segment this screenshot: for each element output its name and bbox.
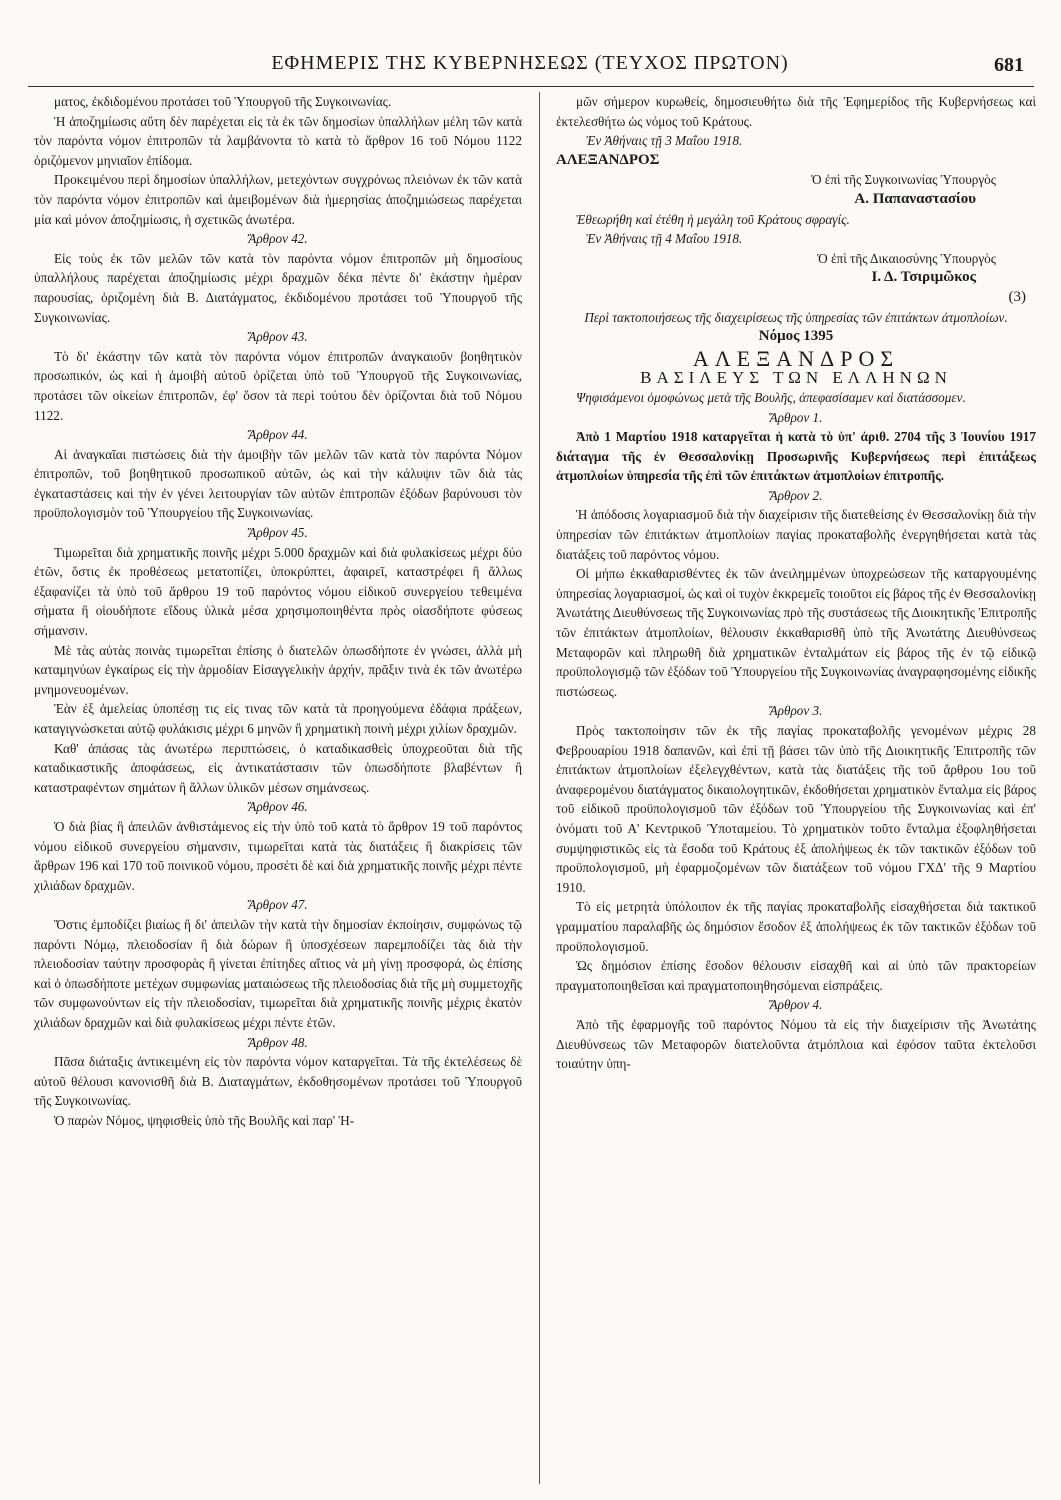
paragraph: Προκειμένου περὶ δημοσίων ὑπαλλήλων, μετεχόντων συγχρόνως πλειόνων ἐκ τῶν κατὰ τὸν παρόντα νόμον ἐπιτροπῶν καὶ ἀμειβομένων διὰ ἡμερησίας ἀποζημιώσεως παρέχεται μία καὶ μόνον ἀποζημίωσις, ἡ σχετικῶς ἀνωτέρα.: [34, 172, 522, 227]
paragraph: Ὡς δημόσιον ἐπίσης ἔσοδον θέλουσιν εἰσαχθῆ καὶ αἱ ὑπὸ τῶν πρακτορείων πραγματοποιηθεῖσαι καὶ πραγματοποιηθησόμεναι εἰσπράξεις.: [556, 958, 1036, 993]
paragraph: Καθ' ἁπάσας τὰς ἀνωτέρω περιπτώσεις, ὁ καταδικασθεὶς ὑποχρεοῦται διὰ τῆς καταδικαστικῆς ἀποφάσεως, εἰς ἀντικατάστασιν τῶν ὁπωσδήποτε βλαβέντων ἢ καταστραφέντων σημάτων ἢ ἄλλων ὑλικῶν μέσων σημάνσεως.: [34, 740, 522, 795]
article-heading: Ἄρθρον 43.: [248, 329, 308, 345]
paragraph: Ἐὰν ἐξ ἀμελείας ὑποπέσῃ τις εἰς τινας τῶν κατὰ τὰ προηγούμενα ἐδάφια πράξεων, καταγιγνώσκεται αὐτῷ φυλάκισις μέχρι 6 μηνῶν ἢ χρηματικὴ ποινὴ μέχρι χιλίων δραχμῶν.: [34, 701, 522, 736]
law-subject: Περὶ τακτοποιήσεως τῆς διαχειρίσεως τῆς ὑπηρεσίας τῶν ἐπιτάκτων ἀτμοπλοίων.: [584, 309, 1008, 325]
article-heading: Ἄρθρον 3.: [769, 703, 823, 719]
header-rule: [28, 86, 1034, 87]
left-column: [34, 92, 522, 1487]
date-line: Ἐν Ἀθήναις τῇ 3 Μαΐου 1918.: [586, 133, 743, 149]
article-heading: Ἄρθρον 2.: [769, 487, 823, 503]
minister-name: Α. Παπαναστασίου: [854, 190, 976, 207]
paragraph: Τὸ εἰς μετρητὰ ὑπόλοιπον ἐκ τῆς παγίας προκαταβολῆς εἰσαχθήσεται διὰ τακτικοῦ γραμματίου παραλαβῆς ὡς δημόσιον ἔσοδον ἐξ ἀπολήψεως ἐκ τῶν τακτικῶν ἐξόδων τοῦ προϋπολογισμοῦ.: [556, 899, 1036, 954]
article-heading: Ἄρθρον 45.: [248, 525, 308, 541]
paragraph: Αἱ ἀναγκαῖαι πιστώσεις διὰ τὴν ἀμοιβὴν τῶν μελῶν τῶν κατὰ τὸν παρόντα Νόμον ἐπιτροπῶν, τοῦ βοηθητικοῦ προσωπικοῦ αὐτῶν, ὡς καὶ τὴν κάλυψιν τῶν διὰ τὰς ἐγκαταστάσεις καὶ τὴν ἐν γένει λειτουργίαν τῶν αὐτῶν ἐπιτροπῶν ἐξόδων βαρύνουσι τὸν προϋπολογισμὸν τοῦ Ὑπουργείου τῆς Συγκοινωνίας.: [34, 446, 522, 521]
article-heading: Ἄρθρον 42.: [248, 231, 308, 247]
article-heading: Ἄρθρον 46.: [248, 799, 308, 815]
paragraph: Μὲ τὰς αὐτὰς ποινὰς τιμωρεῖται ἐπίσης ὁ διατελῶν ὁπωσδήποτε ἐν γνώσει, ἀλλὰ μὴ καταμηνύων ἐγκαίρως εἰς τὴν ἁρμοδίαν Εἰσαγγελικὴν ἀρχήν, πρᾶξιν τινὰ ἐκ τῶν ἀνωτέρω μνημονευομένων.: [34, 642, 522, 697]
page-header-title: ΕΦΗΜΕΡΙΣ ΤΗΣ ΚΥΒΕΡΝΗΣΕΩΣ (ΤΕΥΧΟΣ ΠΡΩΤΟΝ): [271, 52, 789, 74]
paragraph: Ἡ ἀπόδοσις λογαριασμοῦ διὰ τὴν διαχείρισιν τῆς διατεθείσης ἐν Θεσσαλονίκῃ διὰ τὴν ὑπηρεσίαν τῶν ἐπιτάκτων ἀτμοπλοίων παγίας προκαταβολῆς ἐνεργηθήσεται κατὰ τὰς διατάξεις τοῦ παρόντος νόμου.: [556, 507, 1036, 562]
document-number: (3): [1008, 288, 1026, 305]
basileus-heading: ΒΑΣΙΛΕΥΣ ΤΩΝ ΕΛΛΗΝΩΝ: [640, 368, 952, 388]
paragraph: Οἱ μήπω ἐκκαθαρισθέντες ἐκ τῶν ἀνειλημμένων ὑποχρεώσεων τῆς καταργουμένης ὑπηρεσίας λογαριασμοί, ὡς καὶ οἱ τυχὸν ἐκκρεμεῖς τοιοῦτοι εἰς βάρος τῆς ἐν Θεσσαλονίκῃ Ἀνωτάτης Διευθύνσεως τῆς Συγκοινωνίας πρὸ τῆς συστάσεως τῆς Διοικητικῆς Ἐπιτροπῆς τῶν ἐπιτάκτων ἀτμοπλοίων, θέλουσιν ἐκκαθαρισθῆ ὑπὸ τῆς Ἀνωτάτης Διευθύνσεως Μεταφορῶν καὶ πληρωθῆ διὰ χρηματικῶν ἐνταλμάτων εἰς βάρος τῆς ἐν τῷ εἰδικῷ προϋπολογισμῷ τῶν ἐξόδων τοῦ Ὑπουργείου τῆς Συγκοινωνίας ἀναγραφησομένης εἰδικῆς πιστώσεως.: [556, 566, 1036, 699]
paragraph: Τὸ δι' ἑκάστην τῶν κατὰ τὸν παρόντα νόμον ἐπιτροπῶν ἀναγκαιοῦν βοηθητικὸν προσωπικόν, ὡς καὶ ἡ ἀμοιβὴ αὐτοῦ ὁρίζεται ὑπὸ τοῦ Ὑπουργοῦ τῆς Συγκοινωνίας, προτάσει τῶν οἰκείων ἐπιτροπῶν, ἐφ' ὅσον τὰ περὶ τούτου δὲν ὁρίζονται διὰ τοῦ Νόμου 1122.: [34, 348, 522, 423]
article-heading: Ἄρθρον 1.: [769, 409, 823, 425]
article-heading: Ἄρθρον 47.: [248, 897, 308, 913]
preamble: Ψηφισάμενοι ὁμοφώνως μετὰ τῆς Βουλῆς, ἀπεφασίσαμεν καὶ διατάσσομεν.: [576, 389, 966, 405]
seal-note: Ἐθεωρήθη καὶ ἐτέθη ἡ μεγάλη τοῦ Κράτους σφραγίς.: [576, 211, 850, 227]
law-number: Νόμος 1395: [758, 328, 834, 345]
date-line: Ἐν Ἀθήναις τῇ 4 Μαΐου 1918.: [586, 231, 743, 247]
page-header: [30, 52, 1030, 86]
right-column: [556, 92, 1036, 1487]
paragraph: Τιμωρεῖται διὰ χρηματικῆς ποινῆς μέχρι 5.000 δραχμῶν καὶ διὰ φυλακίσεως μέχρι δύο ἐτῶν, ὅστις ἐκ προθέσεως μετατοπίζει, ὑποκρύπτει, ἀφαιρεῖ, καταστρέφει ἢ ἄλλως ἐξαφανίζει τὰ ὑπὸ τοῦ ἄρθρου 19 τοῦ παρόντος νόμου εἰδικοῦ συνεργείου τεθειμένα σήματα ἢ οἱουδήποτε εἴδους ὑλικὰ μέσα χρησιμοποιηθέντα πρὸς οἱασδήποτε φύσεως σήμανσιν.: [34, 544, 522, 639]
paragraph: μῶν σήμερον κυρωθείς, δημοσιευθήτω διὰ τῆς Ἐφημερίδος τῆς Κυβερνήσεως καὶ ἐκτελεσθήτω ὡς νόμος τοῦ Κράτους.: [556, 94, 1036, 129]
paragraph: Εἰς τοὺς ἐκ τῶν μελῶν τῶν κατὰ τὸν παρόντα νόμον ἐπιτροπῶν μὴ δημοσίους ὑπαλλήλους παρέχεται ἀποζημίωσις μέχρι δραχμῶν δέκα πέντε δι' ἑκάστην ἡμέραν παρουσίας, ὁριζομένη διὰ Β. Διατάγματος, ἐκδιδομένου προτάσει τοῦ Ὑπουργοῦ τῆς Συγκοινωνίας.: [34, 250, 522, 325]
article-heading: Ἄρθρον 44.: [248, 427, 308, 443]
paragraph: Ὁ παρὼν Νόμος, ψηφισθεὶς ὑπὸ τῆς Βουλῆς καὶ παρ' Ἡ-: [54, 1112, 355, 1128]
paragraph: ματος, ἐκδιδομένου προτάσει τοῦ Ὑπουργοῦ τῆς Συγκοινωνίας.: [54, 94, 392, 109]
column-divider: [539, 92, 540, 1484]
paragraph: Ἀπὸ τῆς ἐφαρμογῆς τοῦ παρόντος Νόμου τὰ εἰς τὴν διαχείρισιν τῆς Ἀνωτάτης Διευθύνσεως τῶν Μεταφορῶν διατελοῦντα ἀτμόπλοια καὶ ἐφόσον ταῦτα ἐκτελοῦσι τοιαύτην ὑπη-: [556, 1016, 1036, 1072]
minister-title: Ὁ ἐπὶ τῆς Συγκοινωνίας Ὑπουργὸς: [811, 172, 996, 188]
king-signature: ΑΛΕΞΑΝΔΡΟΣ: [556, 151, 660, 168]
page-number: 681: [994, 54, 1024, 76]
minister-title: Ὁ ἐπὶ τῆς Δικαιοσύνης Ὑπουργὸς: [817, 250, 996, 266]
king-heading: ΑΛΕΞΑΝΔΡΟΣ: [692, 345, 900, 371]
paragraph: Ὅστις ἐμποδίζει βιαίως ἢ δι' ἀπειλῶν τὴν κατὰ τὴν δημοσίαν ἐκποίησιν, συμφώνως τῷ παρόντι Νόμῳ, πλειοδοσίαν ἢ διὰ δώρων ἢ ὑποσχέσεων παρεμποδίζει τὰς διὰ τὴν πλειοδοσίαν ταύτην προσφορὰς ἢ γίνεται ἐπίτηδες αἴτιος νὰ μὴ γίνῃ προσφορά, ὡς ἐπίσης καὶ ὁ ὁπωσδήποτε μετέχων συμφωνίας ματαιώσεως τῆς πλειοδοσίας διὰ τῆς μὴ συμμετοχῆς τῶν συμφωνούντων εἰς τὴν πλειοδοσίαν, τιμωρεῖται διὰ χρηματικῆς ποινῆς μέχρις ἑκατὸν χιλιάδων δραχμῶν καὶ διὰ φυλακίσεως μέχρι πέντε ἐτῶν.: [34, 916, 522, 1030]
paragraph: Πᾶσα διάταξις ἀντικειμένη εἰς τὸν παρόντα νόμον καταργεῖται. Τὰ τῆς ἐκτελέσεως δὲ αὐτοῦ θέλουσι κανονισθῆ διὰ Β. Διαταγμάτων, ἐκδοθησομένων προτάσει τοῦ Ὑπουργοῦ τῆς Συγκοινωνίας.: [34, 1054, 522, 1109]
paragraph: Ἡ ἀποζημίωσις αὕτη δὲν παρέχεται εἰς τὰ ἐκ τῶν δημοσίων ὑπαλλήλων μέλη τῶν κατὰ τὸν παρόντα νόμον ἐπιτροπῶν τὰ λαμβάνοντα τὸ κατὰ τὸ ἄρθρον 16 τοῦ Νόμου 1122 ὁριζόμενον μηνιαῖον ἐπίδομα.: [34, 113, 522, 168]
paragraph: Πρὸς τακτοποίησιν τῶν ἐκ τῆς παγίας προκαταβολῆς γενομένων μέχρις 28 Φεβρουαρίου 1918 δαπανῶν, καὶ ἐπὶ τῇ βάσει τῶν ὑπὸ τῆς Διοικητικῆς Ἐπιτροπῆς τῶν ἐπιτάκτων ἀτμοπλοίων ἐξελεγχθέντων, κατὰ τὰς διατάξεις τῆς τοῦ ἄρθρου 1ου τοῦ ἀναφερομένου διατάγματος δικαιολογητικῶν, ἐκδοθήσεται χρηματικὸν ἔνταλμα εἰς βάρος τοῦ εἰδικοῦ προϋπολογισμοῦ τῶν ἐξόδων τοῦ Ὑπουργείου τῆς Συγκοινωνίας καὶ ἐπ' ὀνόματι τοῦ Α' Κεντρικοῦ Ὑποταμείου. Τὸ χρηματικὸν τοῦτο ἔνταλμα ἐξοφληθήσεται συμψηφιστικῶς εἰς τὰ ἔσοδα τοῦ Κράτους ἐξ ἀπολήψεως ἐκ τῶν τακτικῶν ἐξόδων τοῦ προϋπολογισμοῦ, μὴ ἐφαρμοζομένων τῶν διατάξεων τοῦ νόμου ΓΧΔ' τῆς 9 Μαρτίου 1910.: [556, 723, 1036, 895]
article-heading: Ἄρθρον 48.: [248, 1034, 308, 1050]
paragraph: Ὁ διὰ βίας ἢ ἀπειλῶν ἀνθιστάμενος εἰς τὴν ὑπὸ τοῦ κατὰ τὸ ἄρθρον 19 τοῦ παρόντος νόμου εἰδικοῦ συνεργείου σήμανσιν, τιμωρεῖται κατὰ τὰς διατάξεις ἢ διακρίσεις τῶν ἄρθρων 196 καὶ 170 τοῦ ποινικοῦ νόμου, προσέτι δὲ καὶ διὰ χρηματικῆς ποινῆς μέχρι πέντε χιλιάδων δραχμῶν.: [34, 818, 522, 893]
article-heading: Ἄρθρον 4.: [769, 997, 823, 1013]
minister-name: Ι. Δ. Τσιριμῶκος: [871, 269, 976, 286]
paragraph: Ἀπὸ 1 Μαρτίου 1918 καταργεῖται ἡ κατὰ τὸ ὑπ' ἀριθ. 2704 τῆς 3 Ἰουνίου 1917 διάταγμα τῆς ἐν Θεσσαλονίκῃ Προσωρινῆς Κυβερνήσεως περὶ ἐπιτάξεως ἀτμοπλοίων ὑπηρεσία τῆς ἐπὶ τῶν ἐπιτάκτων ἀτμοπλοίων ἐπιτροπῆς.: [556, 429, 1036, 484]
